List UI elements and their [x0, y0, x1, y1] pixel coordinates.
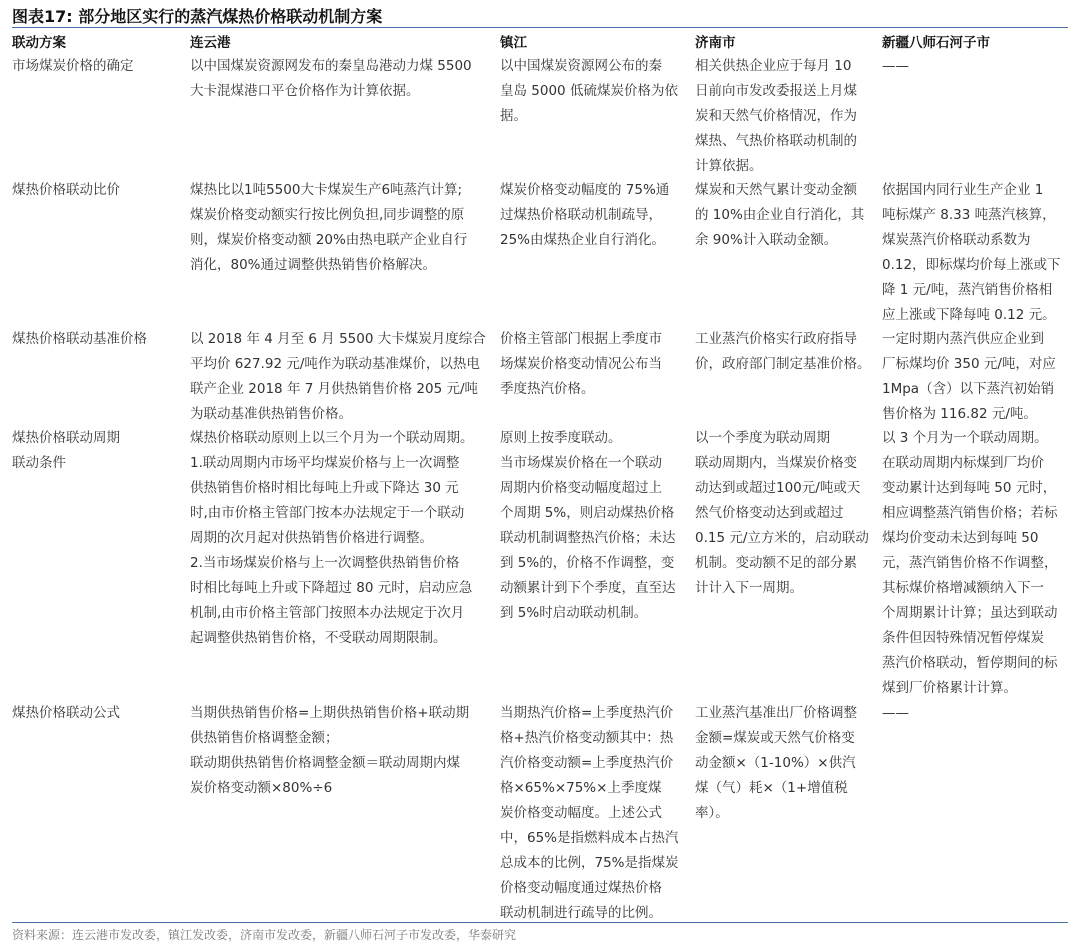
- row-label: 煤热价格联动比价: [12, 182, 120, 198]
- table-cell: 以 3 个月为一个联动周期。 在联动周期内标煤到厂均价 变动累计达到每吨 50 元时， 相应调整蒸汽销售价格；若标 煤均价变动未达到每吨 50 元，蒸汽销售价格不作调整， 其标煤价格增减额纳入下一 个周期累计计算；虽达到联动 条件但因特殊情况暂停煤炭 蒸汽价格联动，暂停期间的标 煤到厂价格累计计算。: [882, 430, 1058, 696]
- table-cell: 以中国煤炭资源网公布的秦 皇岛 5000 低硫煤炭价格为依 据。: [500, 58, 678, 124]
- table-cell: 以一个季度为联动周期 联动周期内，当煤炭价格变 动达到或超过100元/吨或天 然气价格变动达到或超过 0.15 元/立方米的，启动联动 机制。变动额不足的部分累 计计入下一周期。: [695, 430, 869, 596]
- table-cell: 当期供热销售价格=上期供热销售价格+联动期 供热销售价格调整金额； 联动期供热销售价格调整金额＝联动周期内煤 炭价格变动额×80%÷6: [190, 705, 470, 796]
- row-label: 煤热价格联动周期 联动条件: [12, 430, 120, 471]
- table-cell: 煤热比以1吨5500大卡煤炭生产6吨蒸汽计算; 煤炭价格变动额实行按比例负担,同步调整的原 则，煤炭价格变动额 20%由热电联产企业自行 消化，80%通过调整供热销售价格解决。: [190, 182, 468, 273]
- table-cell: 工业蒸汽基准出厂价格调整 金额=煤炭或天然气价格变 动金额×（1-10%）×供汽 煤（气）耗×（1+增值税率）。: [695, 705, 857, 821]
- source-note: 资料来源：连云港市发改委，镇江发改委，济南市发改委，新疆八师石河子市发改委，华泰研究: [12, 928, 517, 942]
- title-divider: [12, 27, 1068, 28]
- table-cell: 煤热价格联动原则上以三个月为一个联动周期。 1.联动周期内市场平均煤炭价格与上一次调整 供热销售价格时相比每吨上升或下降达 30 元 时,由市价格主管部门按本办法规定于一个联动 周期的次月起对供热销售价格进行调整。 2.当市场煤炭价格与上一次调整供热销售价格 时相比每吨上升或下降超过 80 元时，启动应急 机制,由市价格主管部门按照本办法规定于次月 起调整供热销售价格，不受联动周期限制。: [190, 430, 474, 646]
- header-cell: 新疆八师石河子市: [882, 35, 990, 51]
- table-cell: 煤炭和天然气累计变动金额 的 10%由企业自行消化，其 余 90%计入联动金额。: [695, 182, 865, 248]
- header-cell: 镇江: [500, 35, 527, 51]
- table-cell: 一定时期内蒸汽供应企业到 厂标煤均价 350 元/吨，对应 1Mpa（含）以下蒸汽初始销 售价格为 116.82 元/吨。: [882, 331, 1056, 422]
- table-cell: 相关供热企业应于每月 10 日前向市发改委报送上月煤 炭和天然气价格情况，作为 煤热、气热价格联动机制的 计算依据。: [695, 58, 857, 174]
- table-cell: 当期热汽价格=上季度热汽价 格+热汽价格变动额其中：热 汽价格变动额=上季度热汽价 格×65%×75%×上季度煤 炭价格变动幅度。上述公式 中，65%是指燃料成本占热汽 总成本的比例，75%是指煤炭 价格变动幅度通过煤热价格 联动机制进行疏导的比例。: [500, 705, 679, 921]
- table-cell: 以中国煤炭资源网发布的秦皇岛港动力煤 5500 大卡混煤港口平仓价格作为计算依据。: [190, 58, 472, 99]
- table-cell: ——: [882, 58, 909, 74]
- table-cell: 煤炭价格变动幅度的 75%通 过煤热价格联动机制疏导， 25%由煤热企业自行消化。: [500, 182, 670, 248]
- header-cell: 联动方案: [12, 35, 66, 51]
- figure-title: 图表17: 部分地区实行的蒸汽煤热价格联动机制方案: [12, 7, 383, 26]
- table-cell: 价格主管部门根据上季度市 场煤炭价格变动情况公布当 季度热汽价格。: [500, 331, 662, 397]
- header-cell: 连云港: [190, 35, 231, 51]
- table-cell: 依据国内同行业生产企业 1 吨标煤产 8.33 吨蒸汽核算， 煤炭蒸汽价格联动系数为 0.12，即标煤均价每上涨或下 降 1 元/吨，蒸汽销售价格相 应上涨或下降每吨 0.12 元。: [882, 182, 1061, 323]
- row-label: 煤热价格联动公式: [12, 705, 120, 721]
- footer-divider: [12, 922, 1068, 923]
- table-cell: ——: [882, 705, 909, 721]
- table-cell: 以 2018 年 4 月至 6 月 5500 大卡煤炭月度综合 平均价 627.92 元/吨作为联动基准煤价，以热电 联产企业 2018 年 7 月供热销售价格 205 元/吨 为联动基准供热销售价格。: [190, 331, 486, 422]
- row-label: 煤热价格联动基准价格: [12, 331, 147, 347]
- row-label: 市场煤炭价格的确定: [12, 58, 134, 74]
- header-cell: 济南市: [695, 35, 736, 51]
- table-cell: 原则上按季度联动。 当市场煤炭价格在一个联动 周期内价格变动幅度超过上 个周期 5%，则启动煤热价格 联动机制调整热汽价格；未达 到 5%的，价格不作调整，变 动额累计到下个季度，直至达 到 5%时启动联动机制。: [500, 430, 676, 621]
- table-cell: 工业蒸汽价格实行政府指导 价，政府部门制定基准价格。: [695, 331, 871, 372]
